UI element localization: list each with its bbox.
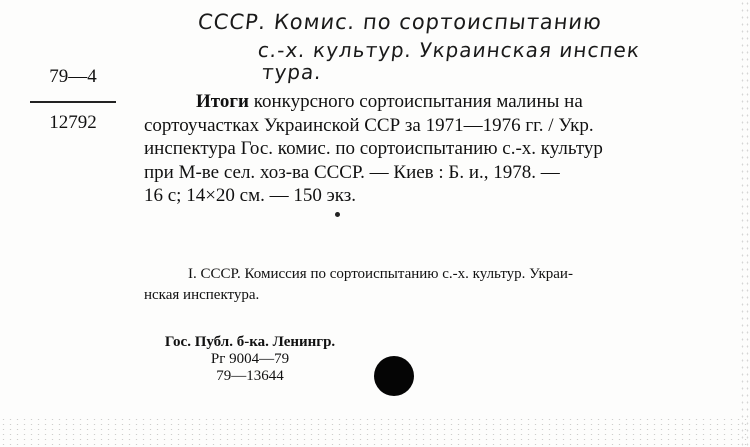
library-stamp (130, 334, 370, 385)
call-number-divider (30, 101, 116, 103)
handwritten-note-line-1: СССР. Комис. по сортоиспытанию (196, 10, 604, 34)
entry-line-4: при М-ве сел. хоз-ва СССР. — Киев : Б. и., 1978. — (144, 161, 560, 183)
tracing-line-2: нская инспектура. (144, 287, 260, 303)
scan-edge-noise (740, 0, 750, 447)
call-number-top: 79—4 (49, 66, 97, 87)
entry-line-1 (144, 90, 724, 114)
ink-speck (335, 212, 340, 217)
bibliographic-entry (144, 90, 724, 208)
subject-tracing (144, 264, 724, 306)
handwritten-note-line-3: тура. (260, 60, 324, 84)
library-name: Гос. Публ. б-ка. Ленингр. (164, 334, 336, 350)
library-accession-2: 79—13644 (216, 368, 284, 384)
scan-noise (0, 417, 750, 447)
entry-line-2: сортоучастках Украинской ССР за 1971—1976 гг. / Укр. (144, 114, 594, 136)
library-accession-1: Рг 9004—79 (210, 351, 290, 367)
call-number-bottom: 12792 (49, 112, 97, 133)
entry-line-3: инспектура Гос. комис. по сортоиспытанию с.-х. культур (144, 138, 603, 159)
entry-line-5: 16 с; 14×20 см. — 150 экз. (144, 185, 357, 206)
handwritten-note-line-2: с.-х. культур. Украинская инспек (256, 38, 642, 62)
ink-blot (374, 356, 414, 396)
entry-title: Итоги (196, 91, 249, 112)
entry-title-rest: конкурсного сортоиспытания малины на (253, 91, 583, 112)
tracing-line-1: I. СССР. Комиссия по сортоиспытанию с.-х. культур. Украи- (188, 266, 573, 282)
